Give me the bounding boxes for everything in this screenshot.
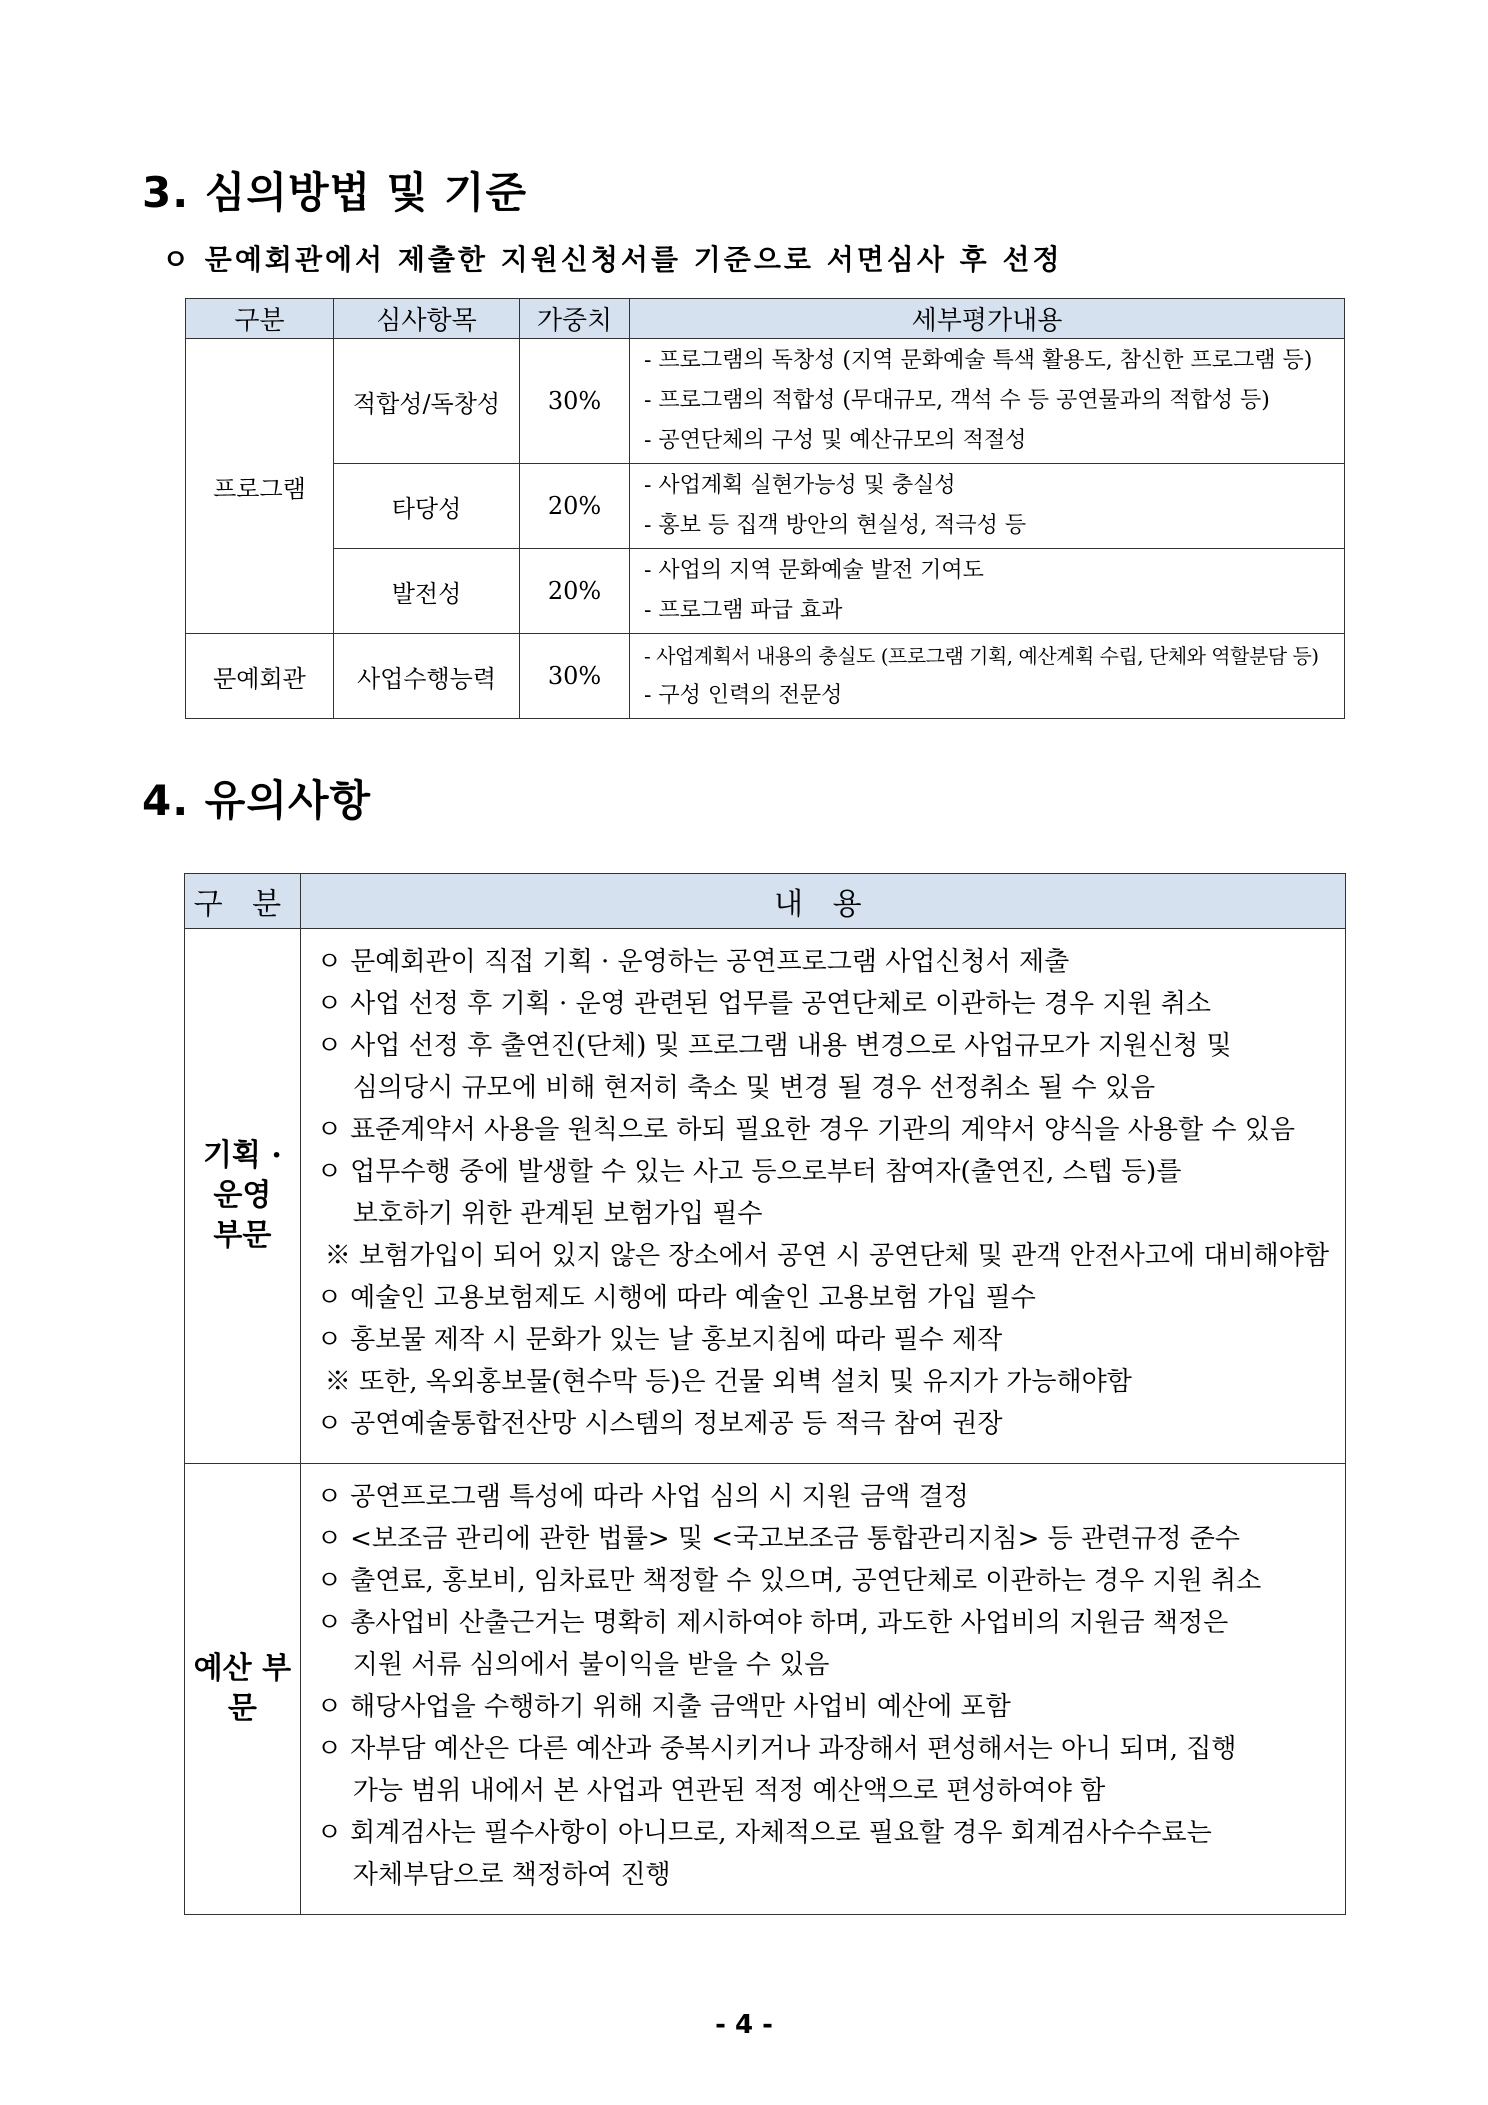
group-arts-center: 문예회관 [186,634,334,719]
header-details: 세부평가내용 [630,299,1345,339]
detail-line: - 사업계획서 내용의 충실도 (프로그램 기획, 예산계획 수립, 단체와 역할분담 등) [644,644,1319,668]
table-row [185,1464,1346,1915]
note-line: ※ 또한, 옥외홍보물(현수막 등)은 건물 외벽 설치 및 유지가 가능해야함 [324,1367,1132,1397]
criterion-item: 사업수행능력 [334,634,520,719]
section-3-title: 3. 심의방법 및 기준 [142,168,528,217]
bullet-line: ㅇ 업무수행 중에 발생할 수 있는 사고 등으로부터 참여자(출연진, 스텝 등)를 [316,1157,1182,1187]
category-label: 기획 · 운영 [202,1138,282,1213]
detail-line: - 사업계획 실현가능성 및 충실성 [644,473,956,498]
category-label: 부문 [213,1218,272,1253]
category-label: 예산 부문 [193,1651,292,1726]
table-row [186,634,1345,719]
criterion-weight: 20% [520,464,630,549]
criterion-item: 발전성 [334,549,520,634]
bullet-line: 지원 서류 심의에서 불이익을 받을 수 있음 [352,1650,830,1680]
header-category: 구분 [186,299,334,339]
bullet-line: 가능 범위 내에서 본 사업과 연관된 적정 예산액으로 편성하여야 함 [352,1776,1106,1806]
header-weight: 가중치 [520,299,630,339]
group-program: 프로그램 [186,339,334,634]
bullet-line: ㅇ 사업 선정 후 기획 · 운영 관련된 업무를 공연단체로 이관하는 경우 지원 취소 [316,989,1212,1019]
criterion-item: 타당성 [334,464,520,549]
bullet-line: ㅇ 공연프로그램 특성에 따라 사업 심의 시 지원 금액 결정 [316,1482,969,1512]
category-planning [185,929,301,1464]
bullet-line: ㅇ 예술인 고용보험제도 시행에 따라 예술인 고용보험 가입 필수 [316,1283,1036,1313]
evaluation-header-row [186,299,1345,339]
bullet-line: ㅇ 문예회관이 직접 기획 · 운영하는 공연프로그램 사업신청서 제출 [316,947,1070,977]
detail-line: - 사업의 지역 문화예술 발전 기여도 [644,558,984,583]
table-row [186,549,1345,634]
bullet-line: ㅇ 홍보물 제작 시 문화가 있는 날 홍보지침에 따라 필수 제작 [316,1325,1003,1355]
bullet-line: ㅇ 회계검사는 필수사항이 아니므로, 자체적으로 필요할 경우 회계검사수수료는 [316,1818,1212,1848]
bullet-line: ㅇ 사업 선정 후 출연진(단체) 및 프로그램 내용 변경으로 사업규모가 지원신청 및 [316,1031,1232,1061]
header-category: 구 분 [185,874,301,929]
detail-line: - 구성 인력의 전문성 [644,683,843,708]
notes-header-row [185,874,1346,929]
bullet-line: ㅇ 자부담 예산은 다른 예산과 중복시키거나 과장해서 편성해서는 아니 되며, 집행 [316,1734,1237,1764]
bullet-line: ㅇ 공연예술통합전산망 시스템의 정보제공 등 적극 참여 권장 [316,1409,1003,1439]
page-number: - 4 - [715,2010,773,2040]
bullet-line: ㅇ 출연료, 홍보비, 임차료만 책정할 수 있으며, 공연단체로 이관하는 경우 지원 취소 [316,1566,1262,1596]
header-content: 내 용 [300,874,1345,929]
bullet-line: ㅇ 총사업비 산출근거는 명확히 제시하여야 하며, 과도한 사업비의 지원금 책정은 [316,1608,1229,1638]
criterion-weight: 30% [520,634,630,719]
category-budget [185,1464,301,1915]
detail-line: - 프로그램 파급 효과 [644,598,843,623]
detail-line: - 프로그램의 적합성 (무대규모, 객석 수 등 공연물과의 적합성 등) [644,388,1270,413]
criterion-item: 적합성/독창성 [334,339,520,464]
detail-line: - 홍보 등 집객 방안의 현실성, 적극성 등 [644,513,1027,538]
bullet-line: 보호하기 위한 관계된 보험가입 필수 [352,1199,763,1229]
criterion-weight: 30% [520,339,630,464]
criterion-details [630,549,1345,634]
bullet-line: ㅇ 표준계약서 사용을 원칙으로 하되 필요한 경우 기관의 계약서 양식을 사용할 수 있음 [316,1115,1295,1145]
criterion-details [630,464,1345,549]
criterion-details [630,634,1345,719]
bullet-line: ㅇ 해당사업을 수행하기 위해 지출 금액만 사업비 예산에 포함 [316,1692,1011,1722]
budget-content [300,1464,1345,1915]
bullet-line: ㅇ <보조금 관리에 관한 법률> 및 <국고보조금 통합관리지침> 등 관련규정 준수 [316,1524,1241,1554]
table-row [186,339,1345,464]
detail-line: - 공연단체의 구성 및 예산규모의 적절성 [644,428,1027,453]
section-3-intro: ㅇ 문예회관에서 제출한 지원신청서를 기준으로 서면심사 후 선정 [162,243,1063,276]
table-row [185,929,1346,1464]
detail-line: - 프로그램의 독창성 (지역 문화예술 특색 활용도, 참신한 프로그램 등) [644,348,1313,373]
table-row [186,464,1345,549]
criterion-weight: 20% [520,549,630,634]
bullet-line: 자체부담으로 책정하여 진행 [352,1860,671,1890]
evaluation-criteria-table [185,298,1345,719]
notes-table [184,873,1346,1915]
note-line: ※ 보험가입이 되어 있지 않은 장소에서 공연 시 공연단체 및 관객 안전사고에 대비해야함 [324,1241,1329,1271]
bullet-line: 심의당시 규모에 비해 현저히 축소 및 변경 될 경우 선정취소 될 수 있음 [352,1073,1156,1103]
header-item: 심사항목 [334,299,520,339]
planning-content [300,929,1345,1464]
criterion-details [630,339,1345,464]
section-4-title: 4. 유의사항 [142,776,372,825]
